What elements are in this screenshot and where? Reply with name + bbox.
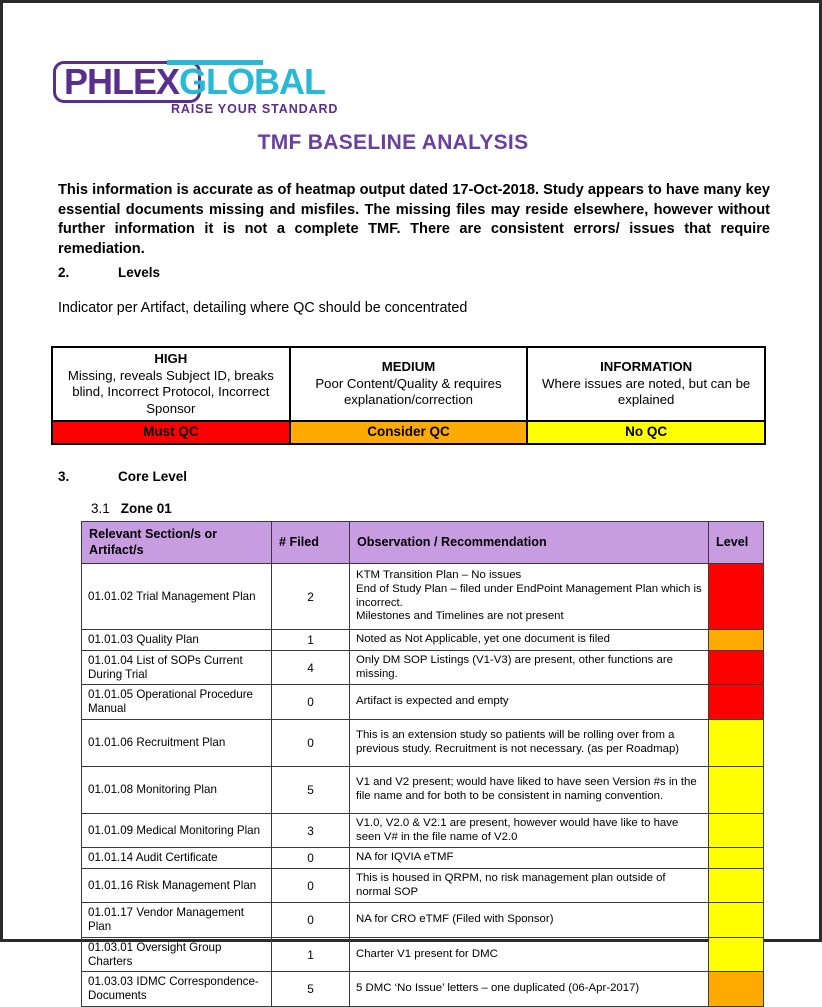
cell-filed-count: 5	[272, 972, 350, 1007]
legend-title-medium: MEDIUM	[381, 359, 436, 375]
table-row	[82, 719, 764, 766]
cell-observation	[350, 650, 709, 685]
column-header-filed: # Filed	[272, 522, 350, 564]
logo-wordmark	[64, 62, 325, 102]
cell-observation	[350, 766, 709, 813]
section-title: Levels	[118, 265, 161, 280]
cell-observation	[350, 685, 709, 720]
legend-cell-high	[52, 347, 290, 421]
cell-artifact: 01.03.03 IDMC Correspondence-Documents	[82, 972, 272, 1007]
column-header-observation: Observation / Recommendation	[350, 522, 709, 564]
subsection-number: 3.1	[91, 501, 110, 516]
cell-level-indicator	[709, 937, 764, 972]
subsection-heading-zone01	[91, 501, 172, 516]
table-row	[82, 972, 764, 1007]
legend-cell-medium	[290, 347, 528, 421]
cell-filed-count: 1	[272, 937, 350, 972]
page-content	[3, 3, 819, 1003]
cell-artifact: 01.03.01 Oversight Group Charters	[82, 937, 272, 972]
legend-title-information: INFORMATION	[600, 359, 693, 375]
cell-filed-count: 1	[272, 630, 350, 651]
column-header-artifact: Relevant Section/s or Artifact/s	[82, 522, 272, 564]
observation-line: Only DM SOP Listings (V1-V3) are present, other functions are missing.	[356, 654, 673, 680]
observation-line: Charter V1 present for DMC	[356, 947, 498, 960]
table-row	[82, 630, 764, 651]
cell-observation	[350, 564, 709, 630]
cell-filed-count: 0	[272, 848, 350, 869]
cell-level-indicator	[709, 972, 764, 1007]
cell-observation	[350, 630, 709, 651]
section-heading-core-level	[58, 469, 187, 484]
cell-artifact: 01.01.14 Audit Certificate	[82, 848, 272, 869]
cell-artifact: 01.01.05 Operational Procedure Manual	[82, 685, 272, 720]
observation-line: V1 and V2 present; would have liked to have seen Version #s in the file name and for both to be consistent in naming convention.	[356, 776, 697, 802]
cell-artifact: 01.01.08 Monitoring Plan	[82, 766, 272, 813]
logo-phlex-text: PHLEX	[64, 61, 180, 102]
cell-filed-count: 2	[272, 564, 350, 630]
table-row	[82, 868, 764, 902]
observation-line: KTM Transition Plan – No issues	[356, 569, 522, 582]
logo-tagline: RAISE YOUR STANDARD	[171, 102, 339, 116]
observation-line: Milestones and Timelines are not present	[356, 610, 564, 623]
observation-line: This is housed in QRPM, no risk management plan outside of normal SOP	[356, 871, 666, 898]
legend-description-row	[52, 347, 765, 421]
cell-level-indicator	[709, 848, 764, 869]
table-row	[82, 766, 764, 813]
cell-filed-count: 4	[272, 650, 350, 685]
legend-qc-consider: Consider QC	[290, 421, 528, 444]
logo-global-text: GLOBAL	[179, 61, 326, 102]
cell-level-indicator	[709, 564, 764, 630]
cell-level-indicator	[709, 903, 764, 938]
cell-observation	[350, 813, 709, 847]
legend-desc-medium: Poor Content/Quality & requires explanation/correction	[315, 375, 502, 408]
subsection-title: Zone 01	[120, 501, 172, 516]
indicator-description: Indicator per Artifact, detailing where QC should be concentrated	[58, 300, 468, 316]
cell-filed-count: 0	[272, 903, 350, 938]
cell-artifact: 01.01.04 List of SOPs Current During Trial	[82, 650, 272, 685]
cell-artifact: 01.01.16 Risk Management Plan	[82, 868, 272, 902]
cell-filed-count: 0	[272, 719, 350, 766]
page-title: TMF BASELINE ANALYSIS	[257, 131, 529, 154]
section-number: 2.	[58, 265, 70, 280]
cell-level-indicator	[709, 766, 764, 813]
observation-line: End of Study Plan – filed under EndPoint Management Plan which is incorrect.	[356, 582, 702, 609]
cell-level-indicator	[709, 719, 764, 766]
cell-artifact: 01.01.06 Recruitment Plan	[82, 719, 272, 766]
legend-table	[51, 346, 766, 445]
cell-filed-count: 0	[272, 868, 350, 902]
legend-qc-no: No QC	[527, 421, 765, 444]
table-row	[82, 848, 764, 869]
zone01-analysis-table	[81, 521, 764, 1007]
cell-artifact: 01.01.03 Quality Plan	[82, 630, 272, 651]
intro-paragraph: This information is accurate as of heatmap output dated 17-Oct-2018. Study appears to have many key essential documents missing and misfiles. The missing files may reside elsewhere, however without further information it is not a complete TMF. There are consistent errors/ issues that require remediation.	[58, 182, 770, 257]
observation-line: Noted as Not Applicable, yet one document is filed	[356, 633, 610, 646]
cell-level-indicator	[709, 813, 764, 847]
section-heading-levels	[58, 265, 160, 280]
observation-line: V1.0, V2.0 & V2.1 are present, however would have like to have seen V# in the file name of V2.0	[356, 816, 679, 843]
legend-cell-information	[527, 347, 765, 421]
cell-level-indicator	[709, 650, 764, 685]
cell-artifact: 01.01.17 Vendor Management Plan	[82, 903, 272, 938]
table-body	[82, 564, 764, 1007]
cell-level-indicator	[709, 630, 764, 651]
cell-observation	[350, 972, 709, 1007]
observation-line: NA for CRO eTMF (Filed with Sponsor)	[356, 913, 554, 926]
observation-line: This is an extension study so patients will be rolling over from a previous study. Recruitment is not necessary. (as per Roadmap)	[356, 729, 680, 755]
phlexglobal-logo	[53, 55, 343, 117]
cell-observation	[350, 903, 709, 938]
table-row	[82, 903, 764, 938]
legend-desc-high: Missing, reveals Subject ID, breaks blind, Incorrect Protocol, Incorrect Sponsor	[67, 367, 274, 416]
cell-observation	[350, 719, 709, 766]
legend-desc-information: Where issues are noted, but can be explained	[542, 375, 751, 408]
cell-artifact: 01.01.02 Trial Management Plan	[82, 564, 272, 630]
cell-observation	[350, 848, 709, 869]
cell-filed-count: 0	[272, 685, 350, 720]
column-header-level: Level	[709, 522, 764, 564]
table-row	[82, 813, 764, 847]
legend-qc-row	[52, 421, 765, 444]
cell-filed-count: 5	[272, 766, 350, 813]
cell-observation	[350, 937, 709, 972]
cell-artifact: 01.01.09 Medical Monitoring Plan	[82, 813, 272, 847]
table-header-row	[82, 522, 764, 564]
table-row	[82, 937, 764, 972]
table-row	[82, 685, 764, 720]
legend-qc-must: Must QC	[52, 421, 290, 444]
section-number: 3.	[58, 469, 70, 484]
section-title: Core Level	[118, 469, 188, 484]
cell-observation	[350, 868, 709, 902]
legend-title-high: HIGH	[154, 351, 188, 366]
table-row	[82, 650, 764, 685]
cell-level-indicator	[709, 868, 764, 902]
observation-line: Artifact is expected and empty	[356, 695, 509, 708]
table-row	[82, 564, 764, 630]
cell-level-indicator	[709, 685, 764, 720]
cell-filed-count: 3	[272, 813, 350, 847]
observation-line: NA for IQVIA eTMF	[356, 851, 454, 864]
observation-line: 5 DMC ‘No Issue’ letters – one duplicated (06-Apr-2017)	[356, 982, 640, 995]
